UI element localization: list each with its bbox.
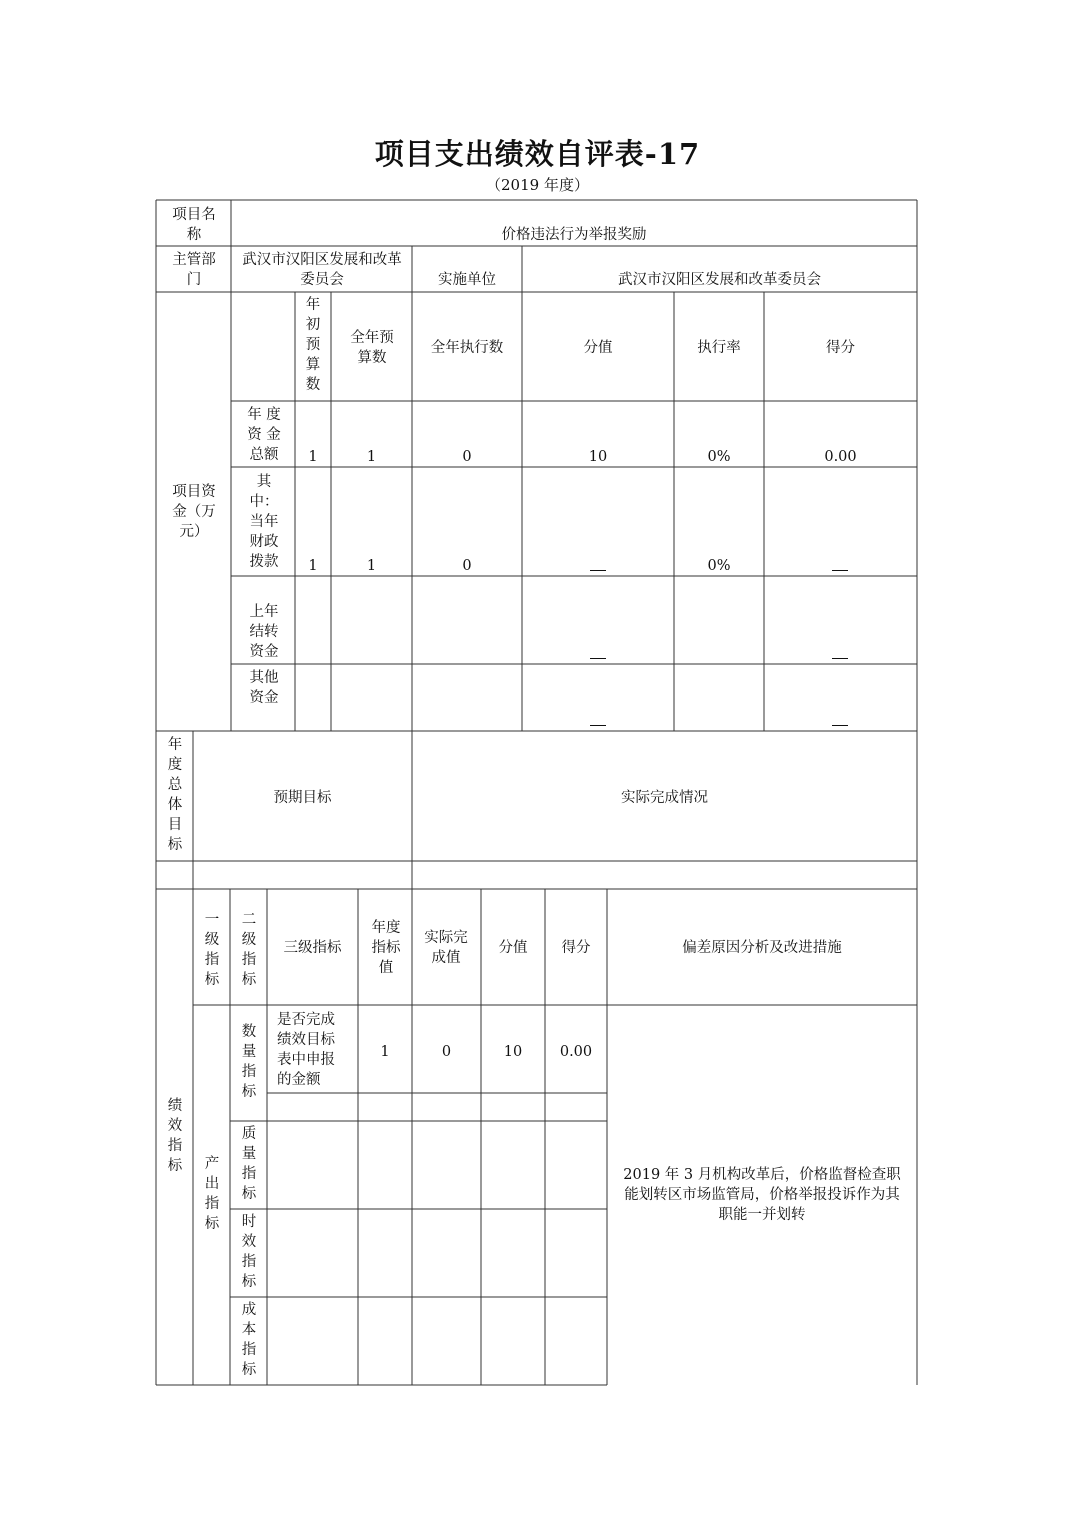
perf-level2-quality: 质量指标 <box>241 1126 257 1202</box>
funds-row-initial: 1 <box>308 558 318 574</box>
funds-row-executed: 0 <box>462 558 472 574</box>
goals-expected: 预期目标 <box>273 790 332 806</box>
perf-header-target: 年度指标值 <box>371 920 401 976</box>
perf-header-actual: 实际完成值 <box>424 930 468 966</box>
perf-level2-quantity: 数量指标 <box>241 1024 257 1100</box>
funds-row-score <box>590 570 606 571</box>
dept-value: 武汉市汉阳区发展和改革委员会 <box>242 252 402 288</box>
funds-row-label: 上年结转资金 <box>249 604 279 660</box>
goals-label: 年度总体目标 <box>167 737 183 853</box>
header-executed: 全年执行数 <box>430 340 504 356</box>
perf-label: 绩效指标 <box>167 1098 183 1174</box>
funds-row-score <box>590 725 606 726</box>
header-annual-budget: 全年预算数 <box>350 330 394 366</box>
perf-header-analysis: 偏差原因分析及改进措施 <box>682 940 842 956</box>
unit-label: 实施单位 <box>438 272 496 288</box>
header-score: 分值 <box>583 340 613 356</box>
project-name-value: 价格违法行为举报奖励 <box>501 227 647 243</box>
header-result: 得分 <box>826 340 855 356</box>
perf-header-score: 分值 <box>498 940 528 956</box>
perf-level2-cost: 成本指标 <box>241 1302 257 1378</box>
funds-row-label: 年 度 资 金 总额 <box>247 407 281 463</box>
unit-value: 武汉市汉阳区发展和改革委员会 <box>618 272 821 288</box>
funds-row-executed: 0 <box>462 449 472 465</box>
perf-indicator-result: 0.00 <box>559 1044 593 1060</box>
funds-row-score: 10 <box>588 449 608 465</box>
header-rate: 执行率 <box>697 340 741 356</box>
perf-level1-output: 产出指标 <box>204 1156 220 1232</box>
page-title: 项目支出绩效自评表-17 <box>374 137 701 171</box>
funds-row-rate: 0% <box>707 449 731 465</box>
funds-row-label: 其中：当年财政拨款 <box>249 474 279 570</box>
perf-indicator-target: 1 <box>380 1044 390 1060</box>
funds-row-label: 其他资金 <box>249 670 279 706</box>
perf-header-level2: 二级指标 <box>241 912 257 988</box>
funds-row-rate: 0% <box>707 558 731 574</box>
funds-label: 项目资金（万元） <box>172 484 216 540</box>
funds-row-result <box>832 570 848 571</box>
funds-row-initial: 1 <box>308 449 318 465</box>
funds-row-score <box>590 658 606 659</box>
perf-header-level1: 一级指标 <box>204 912 220 988</box>
perf-header-level3: 三级指标 <box>283 940 342 956</box>
perf-deviation-note: 2019 年 3 月机构改革后，价格监督检查职能划转区市场监管局，价格举报投诉作为其职能一并划转 <box>623 1167 901 1223</box>
header-initial-budget: 年初预算数 <box>305 297 321 393</box>
dept-label: 主管部门 <box>172 252 216 288</box>
funds-row-result <box>832 725 848 726</box>
perf-indicator-score: 10 <box>503 1044 523 1060</box>
perf-level2-timeliness: 时效指标 <box>241 1214 257 1290</box>
funds-row-annual: 1 <box>366 558 377 574</box>
funds-row-annual: 1 <box>366 449 377 465</box>
perf-indicator-actual: 0 <box>441 1044 452 1060</box>
funds-row-result <box>832 658 848 659</box>
perf-indicator-name: 是否完成绩效目标表中申报的金额 <box>277 1012 335 1088</box>
project-name-label: 项目名称 <box>172 207 216 243</box>
funds-row-result: 0.00 <box>824 449 857 465</box>
perf-header-result: 得分 <box>561 940 591 956</box>
page-subtitle: （2019 年度） <box>486 176 589 194</box>
goals-actual: 实际完成情况 <box>621 790 708 806</box>
